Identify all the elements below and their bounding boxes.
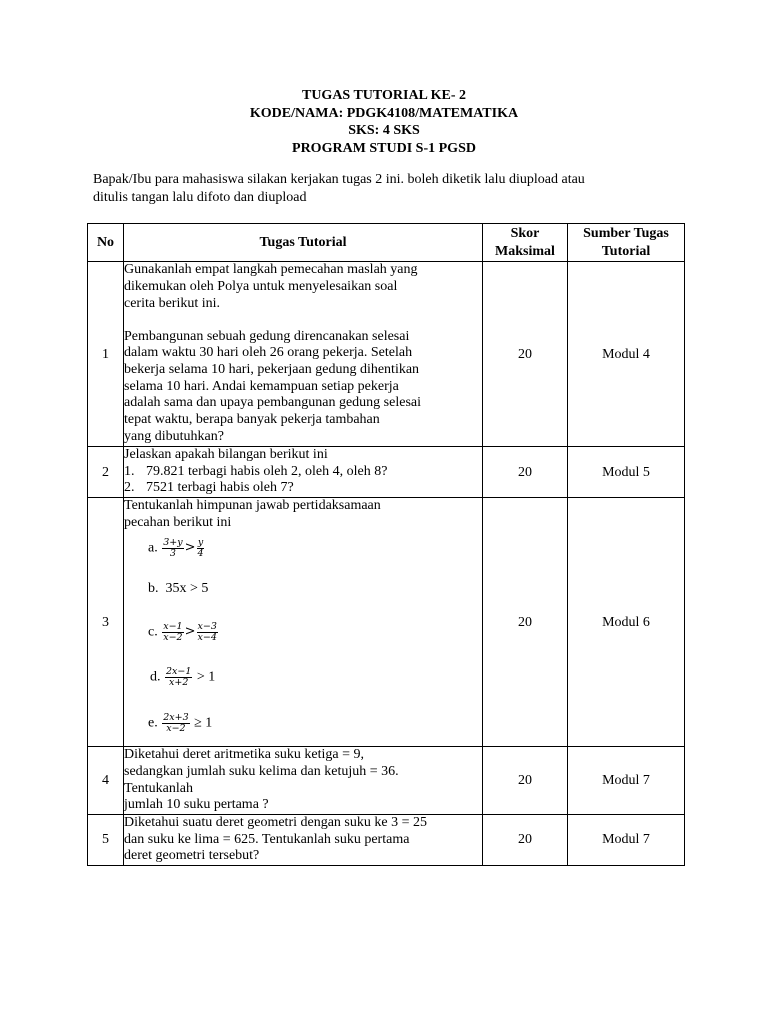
fraction: $\frac{2x+3}{x-2}$ [163, 711, 189, 734]
option-e: e. $\frac{2x+3}{x-2}$ ≥ 1 [148, 711, 213, 734]
max-score: 20 [483, 447, 568, 498]
task-text [124, 747, 483, 815]
task-line: tepat waktu, berapa banyak pekerja tambahan [124, 412, 380, 428]
task-line: deret geometri tersebut? [124, 848, 260, 864]
fraction: $\frac{3+y}{3}$ [163, 536, 183, 559]
max-score: 20 [483, 747, 568, 815]
table-row [88, 814, 685, 865]
row-number: 1 [88, 262, 124, 447]
option-c: c. $\frac{x-1}{x-2}$ > $\frac{x-3}{x-4}$ [148, 620, 217, 643]
row-number: 5 [88, 814, 124, 865]
task-source: Modul 7 [568, 814, 685, 865]
task-line: cerita berikut ini. [124, 295, 221, 311]
table-row [88, 262, 685, 447]
table-row [88, 498, 685, 747]
row-number: 2 [88, 447, 124, 498]
credits-line: SKS: 4 SKS [348, 123, 420, 138]
task-line: dan suku ke lima = 625. Tentukanlah suku pertama [124, 831, 410, 847]
table-header-row [88, 224, 685, 262]
program-line: PROGRAM STUDI S-1 PGSD [292, 140, 476, 156]
fraction: $\frac{x-1}{x-2}$ [163, 620, 183, 643]
task-line: Diketahui deret aritmetika suku ketiga = 9, [124, 747, 364, 763]
table-row [88, 447, 685, 498]
option-d: d. $\frac{2x-1}{x+2}$ > 1 [150, 665, 216, 688]
option-a: a. $\frac{3+y}{3}$ > $\frac{y}{4}$ [148, 536, 204, 559]
max-score: 20 [483, 498, 568, 747]
list-item: 1. 79.821 terbagi habis oleh 2, oleh 4, oleh 8? [124, 463, 388, 479]
task-source: Modul 7 [568, 747, 685, 815]
title-line: TUGAS TUTORIAL KE- 2 [301, 88, 467, 103]
fraction: $\frac{2x-1}{x+2}$ [166, 665, 192, 688]
task-line: sedangkan jumlah suku kelima dan ketujuh = 36. [124, 763, 399, 779]
max-score: 20 [483, 262, 568, 447]
task-line: adalah sama dan upaya pembangunan gedung selesai [124, 395, 422, 411]
task-source: Modul 6 [568, 498, 685, 747]
task-line: pecahan berikut ini [124, 515, 232, 531]
course-line: KODE/NAMA: PDGK4108/MATEMATIKA [249, 105, 519, 121]
task-line: Jelaskan apakah bilangan berikut ini [124, 447, 328, 462]
task-line: selama 10 hari. Andai kemampuan setiap pekerja [124, 378, 399, 394]
table-row [88, 747, 685, 815]
instructions [93, 171, 693, 207]
list-item: 2. 7521 terbagi habis oleh 7? [124, 480, 294, 496]
task-line: Diketahui suatu deret geometri dengan suku ke 3 = 25 [124, 814, 427, 830]
task-line: jumlah 10 suku pertama ? [124, 797, 269, 813]
task-line: Pembangunan sebuah gedung direncanakan selesai [124, 328, 410, 344]
task-line: dalam waktu 30 hari oleh 26 orang pekerja. Setelah [124, 345, 413, 361]
task-text [124, 447, 483, 498]
header-no: No [88, 224, 124, 262]
task-line: Gunakanlah empat langkah pemecahan maslah yang [124, 262, 418, 278]
task-text [124, 814, 483, 865]
task-source: Modul 4 [568, 262, 685, 447]
instructions-line: ditulis tangan lalu difoto dan diupload [93, 190, 307, 205]
task-table [87, 223, 685, 866]
task-line: yang dibutuhkan? [124, 428, 224, 444]
header-source: Sumber Tugas Tutorial [568, 224, 685, 262]
task-source: Modul 5 [568, 447, 685, 498]
max-score: 20 [483, 814, 568, 865]
fraction: $\frac{x-3}{x-4}$ [197, 620, 217, 643]
document-header [0, 87, 768, 157]
task-line: Tentukanlah himpunan jawab pertidaksamaan [124, 498, 381, 514]
option-b: b. 35x > 5 [148, 580, 209, 596]
task-text [124, 498, 483, 747]
task-text [124, 262, 483, 447]
task-line: Tentukanlah [124, 780, 193, 796]
header-task: Tugas Tutorial [124, 224, 483, 262]
header-skor: Skor Maksimal [483, 224, 568, 262]
fraction: $\frac{y}{4}$ [197, 536, 204, 559]
instructions-line: Bapak/Ibu para mahasiswa silakan kerjakan tugas 2 ini. boleh diketik lalu diupload atau [93, 172, 585, 187]
row-number: 3 [88, 498, 124, 747]
row-number: 4 [88, 747, 124, 815]
task-line: dikemukan oleh Polya untuk menyelesaikan soal [124, 279, 398, 295]
task-line: bekerja selama 10 hari, pekerjaan gedung dihentikan [124, 362, 420, 377]
